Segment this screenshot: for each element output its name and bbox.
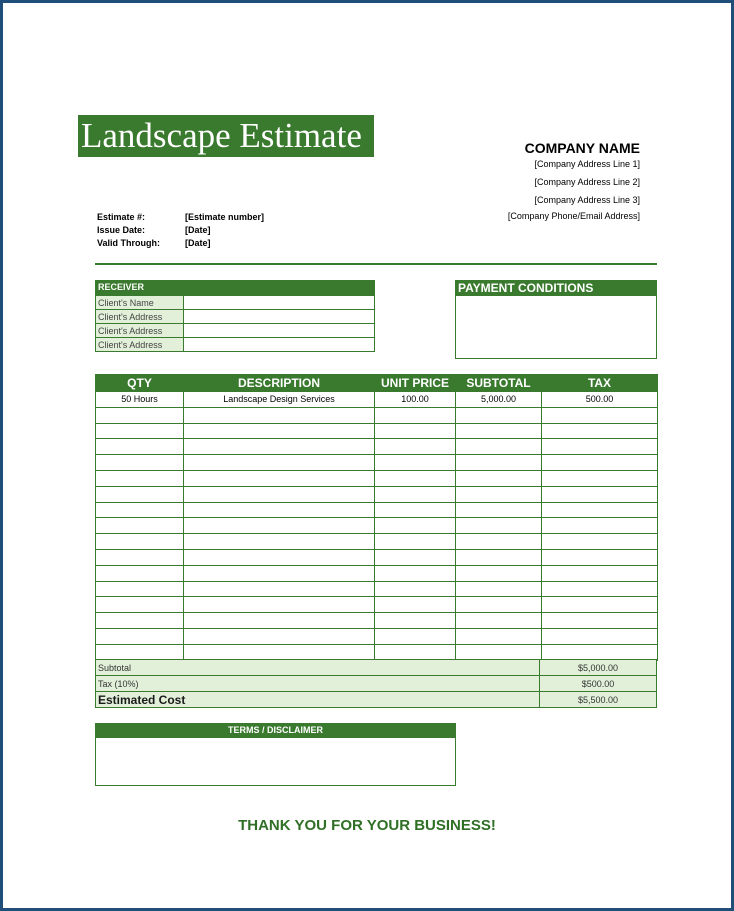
column-header-subtotal: SUBTOTAL [456,375,542,392]
receiver-row [96,310,375,324]
cell-subtotal[interactable] [456,534,542,550]
cell-qty[interactable] [96,423,184,439]
valid-through-label: Valid Through: [97,238,160,248]
receiver-field-input[interactable] [184,324,375,338]
cell-subtotal[interactable] [456,549,542,565]
cell-subtotal[interactable] [456,597,542,613]
cell-unit-price[interactable] [375,407,456,423]
estimated-cost-row [96,692,657,708]
cell-qty[interactable] [96,407,184,423]
cell-qty[interactable] [96,470,184,486]
cell-tax[interactable] [542,470,658,486]
cell-description[interactable] [184,549,375,565]
table-row [96,392,658,408]
payment-conditions-heading: PAYMENT CONDITIONS [455,280,657,296]
tax-value: $500.00 [540,676,657,692]
cell-subtotal[interactable] [456,439,542,455]
table-row [96,407,658,423]
cell-unit-price[interactable] [375,439,456,455]
cell-description[interactable] [184,565,375,581]
table-row [96,644,658,660]
cell-tax[interactable] [542,439,658,455]
table-row [96,549,658,565]
cell-tax[interactable] [542,534,658,550]
cell-subtotal[interactable] [456,628,542,644]
column-header-tax: TAX [542,375,658,392]
cell-qty[interactable] [96,581,184,597]
estimate-number-value[interactable]: [Estimate number] [185,212,265,222]
cell-subtotal[interactable] [456,455,542,471]
cell-subtotal[interactable] [456,644,542,660]
receiver-field-input[interactable] [184,310,375,324]
cell-description[interactable] [184,502,375,518]
cell-unit-price[interactable] [375,518,456,534]
cell-tax[interactable] [542,502,658,518]
table-row [96,534,658,550]
header-divider [95,263,657,265]
tax-label: Tax (10%) [96,676,540,692]
receiver-field-input[interactable] [184,296,375,310]
table-row [96,439,658,455]
cell-tax[interactable] [542,518,658,534]
cell-qty[interactable] [96,486,184,502]
table-row [96,581,658,597]
table-row [96,502,658,518]
receiver-row [96,324,375,338]
table-row [96,423,658,439]
line-items-header-row [96,375,658,392]
company-address-line-3: [Company Address Line 3] [534,195,640,205]
cell-description[interactable] [184,439,375,455]
table-row [96,628,658,644]
receiver-row [96,296,375,310]
table-row [96,565,658,581]
receiver-heading: RECEIVER [95,280,375,295]
receiver-table [95,295,375,352]
cell-description[interactable] [184,486,375,502]
table-row [96,597,658,613]
cell-tax[interactable]: 500.00 [542,392,658,408]
cell-tax[interactable] [542,613,658,629]
cell-unit-price[interactable] [375,565,456,581]
cell-tax[interactable] [542,565,658,581]
company-address-line-1: [Company Address Line 1] [534,159,640,169]
estimate-number-label: Estimate #: [97,212,146,222]
cell-description[interactable] [184,423,375,439]
receiver-field-label: Client's Address [96,338,184,352]
cell-qty[interactable] [96,597,184,613]
column-header-unit-price: UNIT PRICE [375,375,456,392]
cell-unit-price[interactable] [375,455,456,471]
cell-qty[interactable] [96,565,184,581]
cell-subtotal[interactable] [456,407,542,423]
cell-qty[interactable] [96,628,184,644]
estimated-cost-label: Estimated Cost [96,692,540,708]
cell-subtotal[interactable] [456,518,542,534]
receiver-field-label: Client's Address [96,310,184,324]
cell-tax[interactable] [542,423,658,439]
cell-description[interactable] [184,518,375,534]
subtotal-label: Subtotal [96,660,540,676]
cell-qty[interactable] [96,518,184,534]
totals-table [95,659,657,708]
cell-subtotal[interactable] [456,502,542,518]
cell-tax[interactable] [542,597,658,613]
receiver-field-input[interactable] [184,338,375,352]
cell-tax[interactable] [542,407,658,423]
payment-conditions-box[interactable] [455,295,657,359]
terms-heading: TERMS / DISCLAIMER [95,723,456,738]
table-row [96,470,658,486]
thank-you-message: THANK YOU FOR YOUR BUSINESS! [238,817,496,834]
cell-qty[interactable] [96,644,184,660]
cell-qty[interactable] [96,613,184,629]
table-row [96,455,658,471]
cell-tax[interactable] [542,581,658,597]
cell-unit-price[interactable] [375,486,456,502]
cell-subtotal[interactable]: 5,000.00 [456,392,542,408]
cell-qty[interactable] [96,502,184,518]
cell-unit-price[interactable] [375,597,456,613]
cell-qty[interactable] [96,534,184,550]
issue-date-value[interactable]: [Date] [185,225,211,235]
column-header-description: DESCRIPTION [184,375,375,392]
cell-unit-price[interactable]: 100.00 [375,392,456,408]
cell-unit-price[interactable] [375,423,456,439]
column-header-qty: QTY [96,375,184,392]
table-row [96,518,658,534]
cell-unit-price[interactable] [375,470,456,486]
cell-unit-price[interactable] [375,628,456,644]
cell-subtotal[interactable] [456,423,542,439]
cell-unit-price[interactable] [375,502,456,518]
subtotal-value: $5,000.00 [540,660,657,676]
table-row [96,486,658,502]
cell-unit-price[interactable] [375,581,456,597]
cell-tax[interactable] [542,486,658,502]
cell-unit-price[interactable] [375,549,456,565]
cell-tax[interactable] [542,644,658,660]
cell-description[interactable] [184,534,375,550]
cell-description[interactable] [184,597,375,613]
company-name: COMPANY NAME [524,140,640,156]
issue-date-label: Issue Date: [97,225,146,235]
cell-description[interactable] [184,644,375,660]
cell-description[interactable] [184,613,375,629]
cell-qty[interactable] [96,455,184,471]
cell-unit-price[interactable] [375,644,456,660]
cell-description[interactable] [184,470,375,486]
cell-subtotal[interactable] [456,581,542,597]
cell-tax[interactable] [542,455,658,471]
cell-tax[interactable] [542,628,658,644]
terms-box[interactable] [95,738,456,786]
cell-qty[interactable]: 50 Hours [96,392,184,408]
cell-description[interactable] [184,581,375,597]
estimated-cost-value: $5,500.00 [540,692,657,708]
cell-qty[interactable] [96,439,184,455]
cell-description[interactable] [184,628,375,644]
valid-through-value[interactable]: [Date] [185,238,211,248]
cell-description[interactable] [184,455,375,471]
cell-subtotal[interactable] [456,470,542,486]
cell-unit-price[interactable] [375,613,456,629]
line-items-table [95,374,658,661]
tax-row [96,676,657,692]
cell-subtotal[interactable] [456,486,542,502]
cell-description[interactable] [184,407,375,423]
receiver-row [96,338,375,352]
cell-qty[interactable] [96,549,184,565]
company-address-line-2: [Company Address Line 2] [534,177,640,187]
table-row [96,613,658,629]
subtotal-row [96,660,657,676]
cell-description[interactable]: Landscape Design Services [184,392,375,408]
cell-subtotal[interactable] [456,613,542,629]
cell-subtotal[interactable] [456,565,542,581]
cell-unit-price[interactable] [375,534,456,550]
cell-tax[interactable] [542,549,658,565]
receiver-field-label: Client's Address [96,324,184,338]
receiver-field-label: Client's Name [96,296,184,310]
document-title: Landscape Estimate [78,115,374,157]
company-contact: [Company Phone/Email Address] [507,211,640,221]
